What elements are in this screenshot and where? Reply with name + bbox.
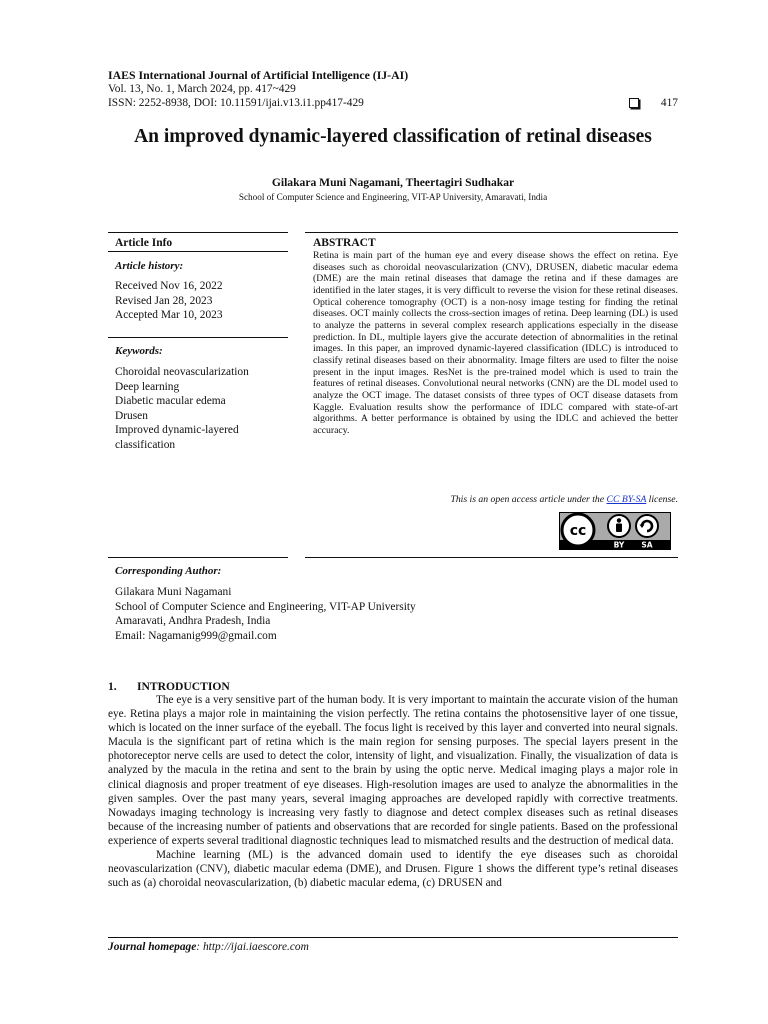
keyword-item: Choroidal neovascularization — [115, 366, 249, 378]
article-history-list — [115, 279, 290, 323]
cc-by-label: BY — [613, 540, 625, 550]
abstract-bottom-rule — [305, 557, 678, 558]
received-date: Received Nov 16, 2022 — [115, 280, 223, 292]
journal-homepage-url[interactable]: http://ijai.iaescore.com — [202, 941, 309, 953]
accepted-date: Accepted Mar 10, 2023 — [115, 309, 223, 321]
keyword-item: classification — [115, 438, 176, 451]
keyword-item: Improved dynamic-layered — [115, 424, 239, 436]
abstract-top-rule — [305, 232, 678, 233]
corresponding-author-school: School of Computer Science and Engineering, VIT-AP University — [115, 600, 416, 613]
journal-homepage-label: Journal homepage — [108, 941, 197, 953]
corresponding-author-location: Amaravati, Andhra Pradesh, India — [115, 615, 271, 627]
body-paragraph: The eye is a very sensitive part of the human body. It is very important to maintain the accurate vision of the human eye. Retina plays a major role in maintaining the vision perfectly. The retina contains the photosensitive layer of one tissue, which is located on the inner surface of the eyeball. The focus light is received by this layer and converted into neural signals. Macula is the significant part of retina which is the main region for sensing purposes. The special layers present in the photoreceptor nerve cells are used to detect the color, intensity of light, and visualization. Finally, the visualization of data is analyzed by the macula in the retina and sent to the brain by using the optic nerve. Medical imaging plays a major role in clinical diagnosis and proper treatment of eye diseases. High-resolution images are used to analyze the abnormalities in the given samples. Over the past many years, several imaging approaches are developed rapidly with corrective treatments. Nowadays imaging technology is increasing very fastly to diagnose and detect complex diseases such as retinal diseases because of the increasing number of patients and observations that are recorded for single patients. Based on the professional experience of experts several traditional diagnostic techniques lead to mismatched results and the destruction of medical data. — [108, 694, 678, 847]
open-access-statement — [313, 494, 678, 505]
author-affiliation: School of Computer Science and Engineering, VIT-AP University, Amaravati, India — [238, 192, 548, 202]
section-number: 1. — [108, 680, 117, 693]
open-access-prefix: This is an open access article under the — [450, 494, 607, 505]
article-info-bottom-rule — [108, 557, 288, 558]
paper-title: An improved dynamic-layered classification of retinal diseases — [134, 126, 652, 147]
journal-name: IAES International Journal of Artificial Intelligence (IJ-AI) — [108, 68, 409, 82]
abstract-text: Retina is main part of the human eye and every disease shows the effect on retina. Eye diseases such as choroidal neovascularization (CNV), DRUSEN, diabetic macular edema (DME) are the main retinal diseases that damage the retina and if these damages are identified in the later stages, it is very difficult to reverse the vision for these retinal diseases. Optical coherence tomography (OCT) is a non-nosy image testing for finding the retinal diseases. OCT mainly collects the cross-section images of retina. Deep learning (DL) is used to analyze the patterns in several complex research applications especially in the disease prediction. In DL, multiple layers give the accurate detection of abnormalities in the retinal images. In this paper, an improved dynamic-layered classification (IDLC) is introduced to classify retinal diseases based on their abnormality. Image filters are used to filter the noise present in the input images. ResNet is the pre-trained model which is used to train the features of retinal diseases. Convolutional neural networks (CNN) are the DL model used to analyze the OCT image. The dataset consists of three types of OCT disease datasets from Kaggle. Evaluation results show the performance of IDLC compared with state-of-art algorithms. A better performance is obtained by using the IDLC and achieved the better accuracy. — [313, 250, 678, 436]
corresponding-author-label: Corresponding Author: — [115, 565, 222, 577]
article-history-label: Article history: — [115, 260, 184, 272]
cc-sa-label: SA — [641, 540, 653, 550]
issn-doi: ISSN: 2252-8938, DOI: 10.11591/ijai.v13.i1.pp417-429 — [108, 97, 364, 109]
keyword-item: Deep learning — [115, 380, 180, 393]
footer-rule — [108, 937, 678, 938]
volume-info: Vol. 13, No. 1, March 2024, pp. 417~429 — [108, 83, 296, 95]
article-info-top-rule — [108, 232, 288, 233]
corresponding-author-name: Gilakara Muni Nagamani — [115, 586, 232, 598]
section-heading — [108, 680, 230, 693]
article-info-heading-rule — [108, 251, 288, 252]
svg-text:cc: cc — [569, 523, 587, 539]
section-title: INTRODUCTION — [137, 680, 230, 693]
keyword-item: Diabetic macular edema — [115, 395, 226, 407]
checkbox-square-icon — [629, 98, 639, 108]
corresponding-author-details — [115, 585, 416, 643]
keywords-label: Keywords: — [115, 345, 163, 357]
author-list: Gilakara Muni Nagamani, Theertagiri Sudhakar — [271, 176, 515, 189]
section-body — [108, 693, 678, 890]
journal-homepage-footer: Journal homepage: http://ijai.iaescore.com — [108, 941, 309, 953]
cc-by-sa-badge-icon — [559, 512, 671, 550]
body-paragraph: Machine learning (ML) is the advanced domain used to identify the eye diseases such as choroidal neovascularization (CNV), diabetic macular edema (DME), and Drusen. Figure 1 shows the different type’s retinal diseases such as (a) choroidal neovascularization, (b) diabetic macular edema, (c) DRUSEN and — [108, 849, 678, 890]
corresponding-author-email: Email: Nagamanig999@gmail.com — [115, 629, 277, 642]
article-info-heading: Article Info — [115, 237, 173, 249]
open-access-suffix: license. — [646, 494, 678, 505]
running-header — [108, 68, 678, 110]
history-keywords-divider — [108, 337, 288, 338]
keyword-item: Drusen — [115, 409, 148, 422]
revised-date: Revised Jan 28, 2023 — [115, 294, 213, 307]
cc-by-sa-link[interactable]: CC BY-SA — [606, 494, 647, 505]
page-number: 417 — [660, 97, 678, 109]
keywords-list — [115, 365, 290, 452]
paper-page — [108, 0, 678, 1024]
abstract-heading: ABSTRACT — [313, 237, 376, 249]
